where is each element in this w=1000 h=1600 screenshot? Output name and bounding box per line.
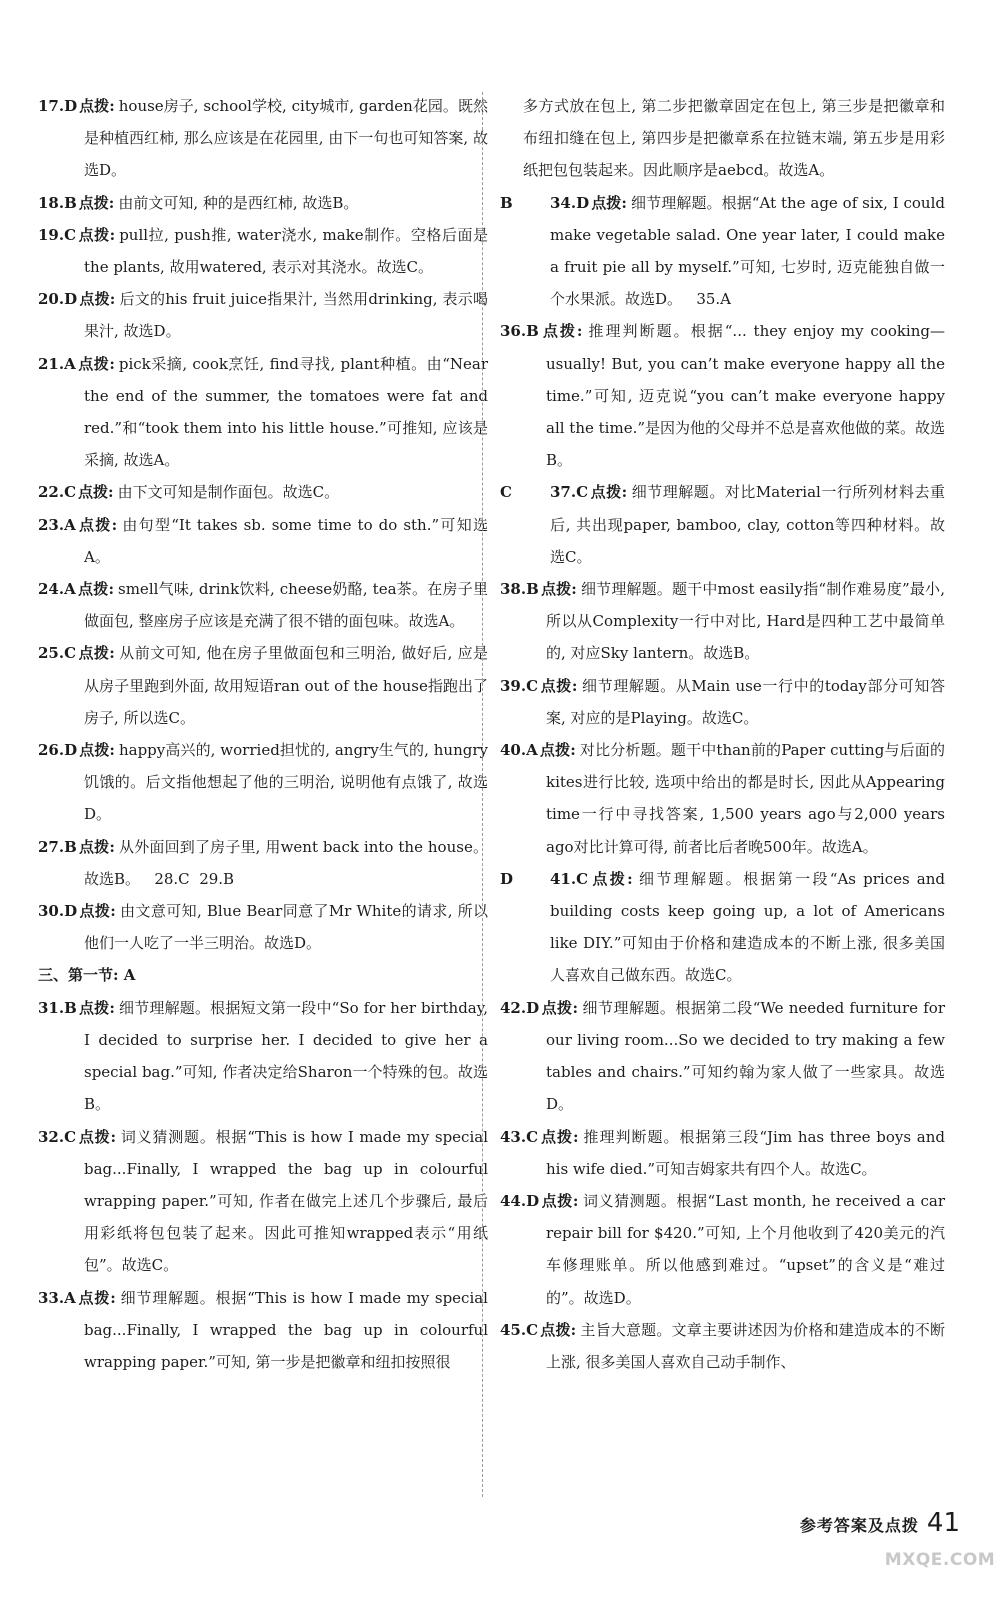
hint-label: 点拨: xyxy=(79,290,116,309)
question-number: 38.B xyxy=(500,580,539,599)
explanation-text: 由句型“It takes sb. some time to do sth.”可知选A。 xyxy=(84,515,488,566)
question-number: 40.A xyxy=(500,741,538,760)
hint-label: 点拨: xyxy=(541,998,579,1017)
hint-label: 点拨: xyxy=(540,322,583,341)
answer-entry xyxy=(500,1121,945,1185)
page-number: 41 xyxy=(926,1508,960,1538)
hint-label: 点拨: xyxy=(79,97,115,115)
question-number: 18.B xyxy=(38,193,77,212)
question-number: 36.B xyxy=(500,322,539,341)
hint-label: 点拨: xyxy=(78,225,116,244)
answer-entry xyxy=(38,187,488,219)
watermark-logo: MXQE.COM xyxy=(884,1550,996,1570)
explanation-text: 从前文可知, 他在房子里做面包和三明治, 做好后, 应是从房子里跑到外面, 故用短语ran out of the house指跑出了房子, 所以选C。 xyxy=(84,644,488,727)
explanation-text: happy高兴的, worried担忧的, angry生气的, hungry饥饿的。后文指他想起了他的三明治, 说明他有点饿了, 故选D。 xyxy=(84,741,488,824)
explanation-text: 细节理解题。根据第一段“As prices and building costs keep going up, a lot of Americans like DIY.”可知由于价格和建造成本的不断上涨, 很多美国人喜欢自己做东西。故选C。 xyxy=(550,869,945,985)
explanation-text: 细节理解题。题干中most easily指“制作难易度”最小, 所以从Complexity一行中对比, Hard是四种工艺中最简单的, 对应Sky lantern。故选B。 xyxy=(546,580,945,663)
footer-label: 参考答案及点拨 xyxy=(799,1516,919,1535)
answer-entry xyxy=(38,1121,488,1282)
explanation-text: 对比分析题。题干中than前的Paper cutting与后面的kites进行比较, 选项中给出的都是时长, 因此从Appearing time一行中寻找答案, 1,500 years ago与2,000 years ago对比计算可得, 前者比后者晚500年。故选A。 xyxy=(546,741,945,856)
question-number: 44.D xyxy=(500,1191,540,1210)
answer-entry xyxy=(38,219,488,283)
question-number: 24.A xyxy=(38,580,76,599)
hint-label: 点拨: xyxy=(77,354,115,373)
question-number: 34.D xyxy=(550,193,590,212)
answer-entry xyxy=(38,348,488,477)
answer-entry xyxy=(500,734,945,863)
explanation-text: smell气味, drink饮料, cheese奶酪, tea茶。在房子里做面包, 整座房子应该是充满了很不错的面包味。故选A。 xyxy=(84,580,488,631)
hint-label: 点拨: xyxy=(590,483,628,502)
question-number: 42.D xyxy=(500,998,540,1017)
explanation-text: 词义猜测题。根据“Last month, he received a car repair bill for $420.”可知, 上个月他收到了420美元的汽车修理账单。所以他感到难过。“upset”的含义是“难过的”。故选D。 xyxy=(546,1191,945,1307)
column-divider xyxy=(482,92,483,1497)
hint-label: 点拨: xyxy=(591,193,627,212)
question-number: 41.C xyxy=(550,869,589,888)
question-number: 17.D xyxy=(38,97,78,115)
question-number: 26.D xyxy=(38,741,78,760)
question-number: 20.D xyxy=(38,290,78,309)
left-column xyxy=(38,90,488,1378)
question-number: 43.C xyxy=(500,1127,539,1146)
explanation-text: 细节理解题。根据“This is how I made my special bag...Finally, I wrapped the bag up in colourful wrapping paper.”可知, 第一步是把徽章和纽扣按照很 xyxy=(84,1288,488,1371)
answer-entry xyxy=(38,637,488,734)
explanation-text: 从外面回到了房子里, 用went back into the house。故选B。 28.C 29.B xyxy=(84,837,489,888)
question-number: 30.D xyxy=(38,902,78,921)
explanation-text: 细节理解题。从Main use一行中的today部分可知答案, 对应的是Playing。故选C。 xyxy=(546,676,945,727)
explanation-text: 词义猜测题。根据“This is how I made my special bag...Finally, I wrapped the bag up in colourful wrapping paper.”可知, 作者在做完上述几个步骤后, 最后用彩纸将包包装了起来。因此可推知wrapped表示“用纸包”。故选C。 xyxy=(84,1127,488,1275)
question-number: 45.C xyxy=(500,1320,539,1339)
explanation-text: 推理判断题。根据“... they enjoy my cooking—usually! But, you can’t make everyone happy all the time.”可知, 迈克说“you can’t make everyone happy all the time.”是因为他的父母并不总是喜欢他做的菜。故选B。 xyxy=(546,322,946,470)
explanation-text: 细节理解题。对比Material一行所列材料去重后, 共出现paper, bamboo, clay, cotton等四种材料。故选C。 xyxy=(550,483,945,566)
question-number: 33.A xyxy=(38,1288,76,1307)
hint-label: 点拨: xyxy=(79,902,116,921)
explanation-text: pull拉, push推, water浇水, make制作。空格后面是the plants, 故用watered, 表示对其浇水。故选C。 xyxy=(84,225,488,277)
hint-label: 点拨: xyxy=(78,193,115,212)
explanation-text: 细节理解题。根据第二段“We needed furniture for our living room...So we decided to try making a few tables and chairs.”可知约翰为家人做了一些家具。故选D。 xyxy=(546,998,945,1114)
question-number: 23.A xyxy=(38,515,76,534)
hint-label: 点拨: xyxy=(540,580,577,599)
section-letter: D xyxy=(500,869,514,888)
hint-label: 点拨: xyxy=(539,741,576,760)
question-number: 25.C xyxy=(38,644,77,663)
explanation-text: 后文的his fruit juice指果汁, 当然用drinking, 表示喝果汁, 故选D。 xyxy=(84,290,488,341)
section-letter: C xyxy=(500,483,512,502)
hint-label: 点拨: xyxy=(540,1320,577,1339)
answer-entry xyxy=(500,670,945,734)
section-heading: 三、第一节: A xyxy=(38,966,136,985)
answer-entry xyxy=(500,476,945,573)
right-column xyxy=(500,90,945,1378)
page-footer xyxy=(800,1496,960,1536)
section-letter: B xyxy=(500,193,513,212)
answer-entry xyxy=(38,895,488,959)
answer-entry xyxy=(500,992,945,1121)
explanation-text: 由文意可知, Blue Bear同意了Mr White的请求, 所以他们一人吃了一半三明治。故选D。 xyxy=(84,902,488,953)
explanation-text: 由前文可知, 种的是西红柿, 故选B。 xyxy=(118,193,359,212)
question-number: 39.C xyxy=(500,676,539,695)
answer-entry xyxy=(500,573,945,670)
answer-entry xyxy=(500,1185,945,1314)
answer-entry xyxy=(38,831,488,895)
hint-label: 点拨: xyxy=(78,1127,117,1146)
question-number: 37.C xyxy=(550,483,589,502)
question-number: 19.C xyxy=(38,225,77,244)
answer-entry xyxy=(38,734,488,831)
explanation-text: 主旨大意题。文章主要讲述因为价格和建造成本的不断上涨, 很多美国人喜欢自己动手制作、 xyxy=(546,1320,945,1371)
explanation-text: pick采摘, cook烹饪, find寻找, plant种植。由“Near the end of the summer, the tomatoes were fat and red.”和“took them into his little house.”可推知, 应该是采摘, 故选A。 xyxy=(84,354,488,470)
question-number: 22.C xyxy=(38,483,77,502)
answer-entry xyxy=(38,476,488,508)
answer-entry xyxy=(500,187,945,316)
hint-label: 点拨: xyxy=(78,837,115,856)
hint-label: 点拨: xyxy=(77,580,115,599)
hint-label: 点拨: xyxy=(541,1191,579,1210)
hint-label: 点拨: xyxy=(540,1127,579,1146)
answer-continuation: 多方式放在包上, 第二步把徽章固定在包上, 第三步是把徽章和布纽扣缝在包上, 第四步是把徽章系在拉链末端, 第五步是用彩纸把包包装起来。因此顺序是aebcd。故选A。 xyxy=(523,97,945,180)
explanation-text: 细节理解题。根据“At the age of six, I could make vegetable salad. One year later, I could make a fruit pie all by myself.”可知, 七岁时, 迈克能独自做一个水果派。故选D。 35.A xyxy=(550,193,945,309)
answer-entry xyxy=(500,1314,945,1378)
answer-entry xyxy=(38,1282,488,1379)
question-number: 31.B xyxy=(38,998,77,1017)
answer-entry xyxy=(38,509,488,573)
answer-entry xyxy=(38,90,488,187)
answer-entry xyxy=(38,283,488,347)
hint-label: 点拨: xyxy=(540,676,578,695)
explanation-text: 由下文可知是制作面包。故选C。 xyxy=(117,483,340,502)
explanation-text: 细节理解题。根据短文第一段中“So for her birthday, I decided to surprise her. I decided to give her a special bag.”可知, 作者决定给Sharon一个特殊的包。故选B。 xyxy=(84,998,488,1114)
question-number: 32.C xyxy=(38,1127,77,1146)
question-number: 27.B xyxy=(38,837,77,856)
hint-label: 点拨: xyxy=(78,483,114,502)
hint-label: 点拨: xyxy=(78,644,115,663)
answer-entry xyxy=(500,315,945,476)
hint-label: 点拨: xyxy=(78,998,115,1017)
answer-entry xyxy=(38,992,488,1121)
answer-entry xyxy=(500,863,945,992)
explanation-text: 推理判断题。根据第三段“Jim has three boys and his wife died.”可知吉姆家共有四个人。故选C。 xyxy=(546,1127,945,1178)
hint-label: 点拨: xyxy=(79,741,115,760)
answer-entry xyxy=(38,573,488,637)
hint-label: 点拨: xyxy=(590,869,633,888)
hint-label: 点拨: xyxy=(77,515,118,534)
explanation-text: house房子, school学校, city城市, garden花园。既然是种植西红柿, 那么应该是在花园里, 由下一句也可知答案, 故选D。 xyxy=(84,97,488,180)
question-number: 21.A xyxy=(38,354,76,373)
hint-label: 点拨: xyxy=(77,1288,116,1307)
